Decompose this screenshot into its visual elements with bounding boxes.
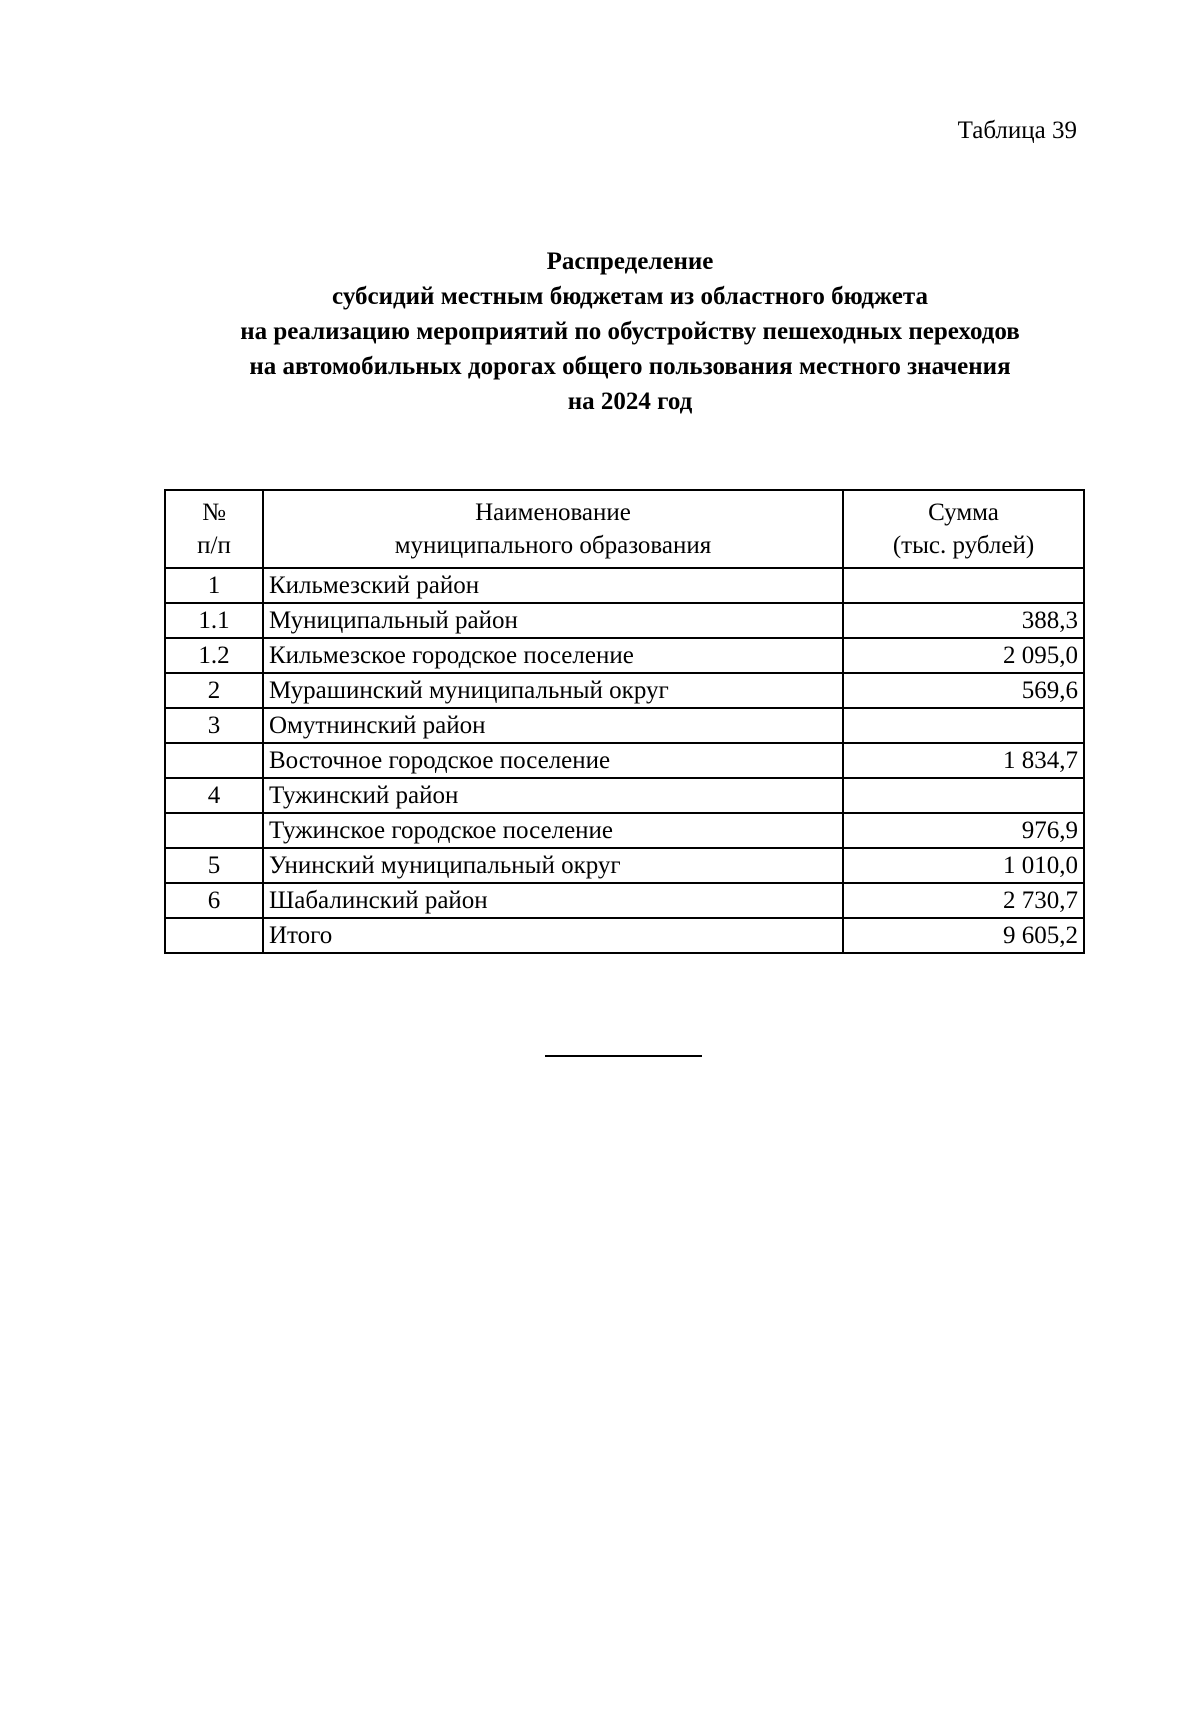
header-municipality-line-1: Наименование [475, 499, 631, 526]
row-municipality: Мурашинский муниципальный округ [263, 673, 843, 708]
row-number: 1.2 [165, 638, 263, 673]
row-municipality: Шабалинский район [263, 883, 843, 918]
table-row [165, 743, 1084, 778]
table-row [165, 673, 1084, 708]
title-line-2: субсидий местным бюджетам из областного бюджета [332, 283, 928, 310]
row-number [165, 918, 263, 953]
header-amount [843, 490, 1084, 568]
row-amount [843, 778, 1084, 813]
subsidy-distribution-table [164, 489, 1085, 954]
row-number: 3 [165, 708, 263, 743]
header-municipality [263, 490, 843, 568]
table-row [165, 848, 1084, 883]
row-municipality: Восточное городское поселение [263, 743, 843, 778]
table-row [165, 883, 1084, 918]
row-amount: 2 730,7 [843, 883, 1084, 918]
row-number: 2 [165, 673, 263, 708]
document-title [150, 244, 1110, 419]
row-amount: 976,9 [843, 813, 1084, 848]
row-municipality: Тужинское городское поселение [263, 813, 843, 848]
header-amount-line-1: Сумма [928, 499, 999, 526]
row-amount: 388,3 [843, 603, 1084, 638]
table-total-row [165, 918, 1084, 953]
row-number: 1 [165, 568, 263, 603]
table-row [165, 568, 1084, 603]
table-header-row [165, 490, 1084, 568]
row-amount [843, 568, 1084, 603]
row-amount [843, 708, 1084, 743]
row-municipality: Омутнинский район [263, 708, 843, 743]
row-number [165, 813, 263, 848]
title-line-3: на реализацию мероприятий по обустройству пешеходных переходов [240, 318, 1020, 345]
header-municipality-line-2: муниципального образования [394, 532, 712, 559]
header-number [165, 490, 263, 568]
table-row [165, 708, 1084, 743]
title-line-1: Распределение [546, 248, 714, 275]
row-number: 5 [165, 848, 263, 883]
row-municipality: Итого [263, 918, 843, 953]
table-row [165, 778, 1084, 813]
row-number: 6 [165, 883, 263, 918]
header-amount-line-2: (тыс. рублей) [892, 532, 1035, 559]
title-line-5: на 2024 год [567, 388, 693, 415]
table-row [165, 813, 1084, 848]
table-row [165, 603, 1084, 638]
table-number-label: Таблица 39 [957, 117, 1077, 144]
row-amount: 1 834,7 [843, 743, 1084, 778]
row-amount: 569,6 [843, 673, 1084, 708]
table-row [165, 638, 1084, 673]
row-amount: 1 010,0 [843, 848, 1084, 883]
row-number: 4 [165, 778, 263, 813]
row-municipality: Тужинский район [263, 778, 843, 813]
row-amount: 2 095,0 [843, 638, 1084, 673]
row-municipality: Кильмезское городское поселение [263, 638, 843, 673]
row-municipality: Унинский муниципальный округ [263, 848, 843, 883]
title-line-4: на автомобильных дорогах общего пользования местного значения [249, 353, 1011, 380]
header-number-line-2: п/п [197, 532, 231, 559]
row-amount: 9 605,2 [843, 918, 1084, 953]
row-number [165, 743, 263, 778]
row-municipality: Кильмезский район [263, 568, 843, 603]
header-number-line-1: № [202, 499, 226, 526]
row-municipality: Муниципальный район [263, 603, 843, 638]
row-number: 1.1 [165, 603, 263, 638]
end-separator-line [545, 1055, 702, 1057]
